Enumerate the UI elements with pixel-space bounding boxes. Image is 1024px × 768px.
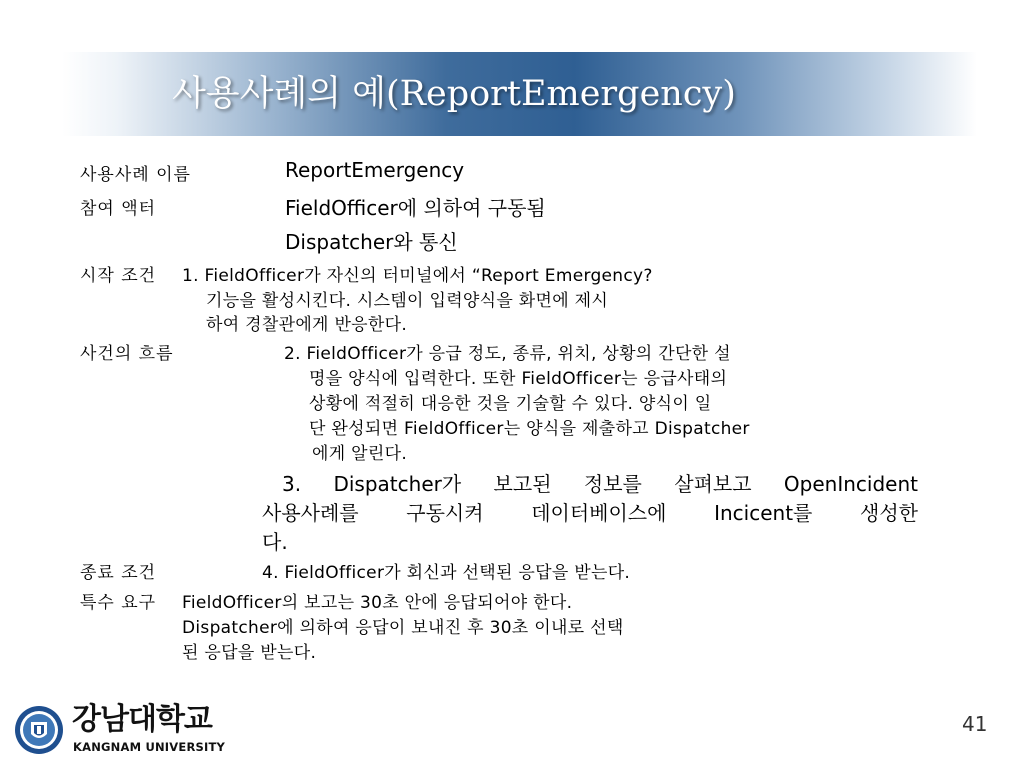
slide-title: 사용사례의 예(ReportEmergency): [172, 74, 736, 114]
entry-condition-line-2: 기능을 활성시킨다. 시스템이 입력양식을 화면에 제시: [206, 291, 609, 311]
university-emblem-icon: [14, 704, 64, 756]
flow-step3-line-3: 다.: [262, 530, 288, 554]
entry-condition-line-3: 하여 경찰관에게 반응한다.: [206, 315, 408, 335]
special-requirements-line-2: Dispatcher에 의하여 응답이 보내진 후 30초 이내로 선택: [182, 618, 624, 638]
flow-step3-line-1: 3. Dispatcher가 보고된 정보를 살펴보고 OpenIncident: [282, 472, 918, 496]
entry-condition-label: 시작 조건: [80, 266, 157, 286]
actor-line-2: Dispatcher와 통신: [285, 230, 458, 254]
flow-step2-line-1: 2. FieldOfficer가 응급 정도, 종류, 위치, 상황의 간단한 설: [284, 344, 731, 364]
special-requirements-line-1: FieldOfficer의 보고는 30초 안에 응답되어야 한다.: [182, 593, 573, 613]
actor-line-1: FieldOfficer에 의하여 구동됨: [285, 196, 546, 220]
event-flow-label: 사건의 흐름: [80, 344, 174, 364]
flow-step2-line-5: 에게 알린다.: [312, 444, 408, 464]
university-logo-english: KANGNAM UNIVERSITY: [73, 740, 226, 754]
usecase-name-label: 사용사례 이름: [80, 165, 191, 185]
exit-condition-label: 종료 조건: [80, 563, 157, 583]
flow-step3-line-2: 사용사례를 구동시켜 데이터베이스에 Incicent를 생성한: [262, 501, 918, 525]
page-number: 41: [962, 712, 988, 736]
flow-step2-line-4: 단 완성되면 FieldOfficer는 양식을 제출하고 Dispatcher: [309, 419, 750, 439]
flow-step2-line-2: 명을 양식에 입력한다. 또한 FieldOfficer는 응급사태의: [309, 369, 728, 389]
actor-label: 참여 액터: [80, 199, 157, 219]
special-requirements-line-3: 된 응답을 받는다.: [182, 643, 317, 663]
flow-step2-line-3: 상황에 적절히 대응한 것을 기술할 수 있다. 양식이 일: [309, 394, 712, 414]
entry-condition-line-1: 1. FieldOfficer가 자신의 터미널에서 “Report Emergency?: [182, 266, 653, 286]
usecase-name-value: ReportEmergency: [285, 158, 465, 182]
special-requirements-label: 특수 요구: [80, 593, 157, 613]
exit-condition-value: 4. FieldOfficer가 회신과 선택된 응답을 받는다.: [262, 563, 631, 583]
university-logo-korean: 강남대학교: [72, 702, 212, 737]
